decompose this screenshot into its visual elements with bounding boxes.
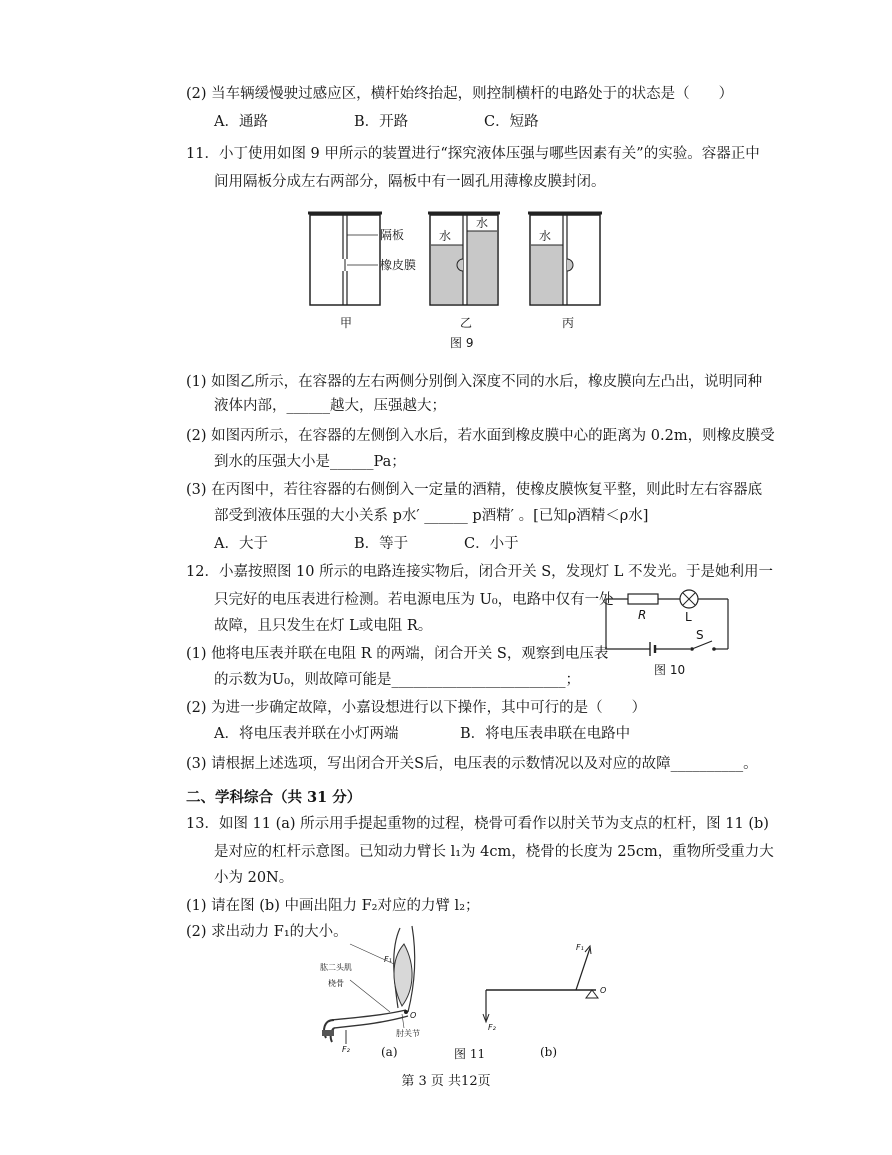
q10-option-a: A．通路 — [214, 114, 268, 130]
q12-option-b: B．将电压表串联在电路中 — [460, 726, 631, 742]
q11-stem-line1: 11．小丁使用如图 9 甲所示的装置进行“探究液体压强与哪些因素有关”的实验。容器正中 — [186, 146, 760, 162]
fulcrum-icon — [586, 990, 598, 998]
q12-stem-line2: 只完好的电压表进行检测。若电源电压为 U₀，电路中仅有一处 — [214, 592, 614, 608]
container-yi — [428, 213, 500, 305]
figure-11-title: 图 11 — [454, 1047, 486, 1061]
q11-option-a: A．大于 — [214, 536, 268, 552]
label-elbow: 肘关节 — [396, 1029, 420, 1038]
figure-9 — [300, 205, 620, 355]
q11-s2-line2: 到水的压强大小是______Pa； — [214, 454, 406, 470]
q11-stem-line2: 间用隔板分成左右两部分，隔板中有一圆孔用薄橡皮膜封闭。 — [214, 174, 606, 190]
label-o-a: O — [410, 1011, 417, 1020]
q13-stem-line2: 是对应的杠杆示意图。已知动力臂长 l₁为 4cm，桡骨的长度为 25cm，重物所受重力大 — [214, 844, 774, 860]
q10-option-b: B．开路 — [354, 114, 409, 130]
q11-s3-line2: 部受到液体压强的大小关系 p水′ ______ p酒精′ 。[已知ρ酒精＜ρ水] — [214, 508, 649, 524]
water-label-yi-left: 水 — [439, 229, 452, 243]
battery-symbol — [650, 642, 655, 656]
q12-s1-line1: (1) 他将电压表并联在电阻 R 的两端，闭合开关 S，观察到电压表 — [186, 646, 609, 662]
caption-jia: 甲 — [340, 316, 353, 330]
figure-11a-caption: (a) — [381, 1045, 398, 1059]
label-f2-b: F₂ — [488, 1023, 496, 1032]
label-s: S — [696, 628, 704, 642]
q12-stem-line1: 12．小嘉按照图 10 所示的电路连接实物后，闭合开关 S，发现灯 L 不发光。于是她利用一 — [186, 564, 774, 580]
lamp-symbol — [680, 590, 698, 608]
q11-s2-line1: (2) 如图丙所示，在容器的左侧倒入水后，若水面到橡皮膜中心的距离为 0.2m，则橡皮膜受 — [186, 428, 775, 444]
q11-option-b: B．等于 — [354, 536, 409, 552]
q11-s3-line1: (3) 在丙图中，若往容器的右侧倒入一定量的酒精，使橡皮膜恢复平整，则此时左右容器底 — [186, 482, 763, 498]
q12-stem-line3: 故障，且只发生在灯 L或电阻 R。 — [214, 618, 433, 634]
switch-symbol — [690, 641, 716, 651]
q12-s3-line1: (3) 请根据上述选项，写出闭合开关S后，电压表的示数情况以及对应的故障__________。 — [186, 756, 758, 772]
page-footer: 第 3 页 共12页 — [401, 1074, 491, 1089]
figure-11b-lever — [478, 940, 618, 1040]
water-label-yi-right: 水 — [476, 216, 489, 230]
label-o-b: O — [600, 986, 607, 995]
figure-9-title: 图 9 — [450, 336, 474, 350]
q13-stem-line3: 小为 20N。 — [214, 870, 294, 886]
label-f1-a: F₁ — [384, 955, 392, 964]
q11-option-c: C．小于 — [464, 536, 519, 552]
q13-s1: (1) 请在图 (b) 中画出阻力 F₂对应的力臂 l₂； — [186, 898, 480, 914]
caption-bing: 丙 — [562, 316, 575, 330]
label-biceps: 肱二头肌 — [320, 963, 352, 972]
q11-s1-line1: (1) 如图乙所示，在容器的左右两侧分别倒入深度不同的水后，橡皮膜向左凸出，说明同种 — [186, 374, 763, 390]
label-f2-a: F₂ — [342, 1045, 350, 1054]
q12-s1-line2: 的示数为U₀，则故障可能是________________________； — [214, 672, 581, 688]
label-l: L — [685, 610, 692, 624]
figure-10-circuit — [600, 585, 740, 680]
caption-yi: 乙 — [460, 316, 473, 330]
q13-stem-line1: 13．如图 11 (a) 所示用手提起重物的过程，桡骨可看作以肘关节为支点的杠杆，图 11 (b) — [186, 816, 769, 832]
figure-11b-caption: (b) — [540, 1045, 558, 1059]
label-membrane: 橡皮膜 — [380, 258, 417, 272]
label-radius: 桡骨 — [328, 979, 344, 988]
q10-sub2: (2) 当车辆缓慢驶过感应区，横杆始终抬起，则控制横杆的电路处于的状态是（ ） — [186, 86, 734, 102]
q12-option-a: A．将电压表并联在小灯两端 — [214, 726, 399, 742]
f1-arrow — [576, 948, 590, 990]
container-bing — [528, 213, 602, 305]
label-f1-b: F₁ — [576, 943, 584, 952]
q10-option-c: C．短路 — [484, 114, 539, 130]
figure-11a-arm — [320, 920, 450, 1060]
label-partition: 隔板 — [380, 228, 405, 242]
q13-s2: (2) 求出动力 F₁的大小。 — [186, 924, 348, 940]
label-r: R — [638, 608, 647, 622]
q12-s2-line1: (2) 为进一步确定故障，小嘉设想进行以下操作，其中可行的是（ ） — [186, 700, 647, 716]
container-jia — [308, 213, 382, 305]
figure-10-title: 图 10 — [654, 663, 686, 677]
section-2-heading: 二、学科综合（共 31 分） — [186, 789, 362, 806]
q11-s1-line2: 液体内部，______越大，压强越大； — [214, 398, 446, 414]
resistor-symbol — [628, 594, 658, 604]
water-label-bing: 水 — [539, 229, 552, 243]
